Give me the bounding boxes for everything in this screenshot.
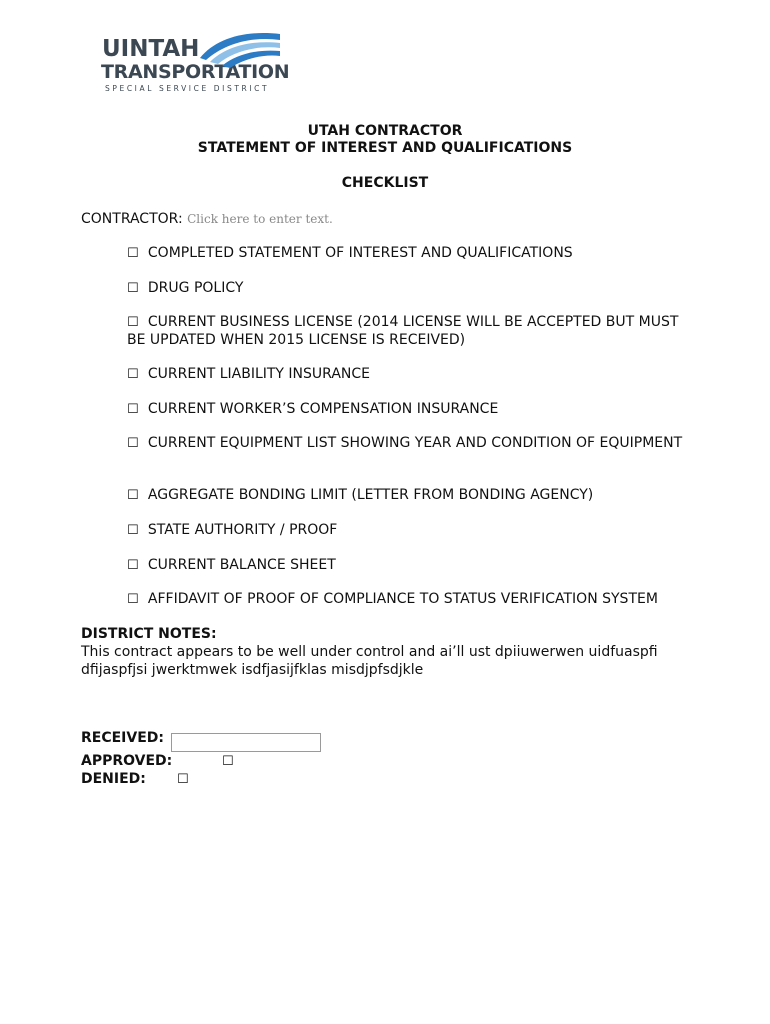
checkbox[interactable]: ☐ (127, 246, 139, 261)
checklist-item-text: STATE AUTHORITY / PROOF (147, 522, 338, 538)
denied-checkbox[interactable]: ☐ (177, 772, 189, 787)
checklist-item-text: AGGREGATE BONDING LIMIT (LETTER FROM BONDING AGENCY) (147, 487, 594, 503)
checkbox[interactable]: ☐ (127, 367, 139, 382)
contractor-label: CONTRACTOR: (81, 211, 183, 227)
checklist-item-text: CURRENT EQUIPMENT LIST SHOWING YEAR AND CONDITION OF EQUIPMENT (147, 435, 683, 451)
checklist-item (127, 435, 697, 453)
checklist-item-text: CURRENT BUSINESS LICENSE (2014 LICENSE WILL BE ACCEPTED BUT MUST BE UPDATED WHEN 2015 LICENSE IS RECEIVED) (127, 314, 679, 348)
checkbox[interactable]: ☐ (127, 592, 139, 607)
contractor-input[interactable]: Click here to enter text. (187, 212, 333, 226)
checkbox[interactable]: ☐ (127, 558, 139, 573)
uintah-transportation-logo (100, 28, 290, 98)
checklist-item-text: CURRENT BALANCE SHEET (147, 557, 336, 573)
checklist-item (127, 487, 697, 505)
received-label: RECEIVED: (81, 730, 165, 746)
checkbox[interactable]: ☐ (127, 488, 139, 503)
checkbox[interactable]: ☐ (127, 436, 139, 451)
checklist-item (127, 591, 697, 609)
checkbox[interactable]: ☐ (127, 281, 139, 296)
checklist-item-text: CURRENT WORKER’S COMPENSATION INSURANCE (147, 401, 499, 417)
checkbox[interactable]: ☐ (127, 523, 139, 538)
header-title: UTAH CONTRACTOR (307, 123, 463, 139)
received-input[interactable] (171, 733, 321, 752)
checkbox[interactable]: ☐ (127, 315, 139, 330)
checklist-item (127, 522, 697, 540)
logo-line-2: TRANSPORTATION (101, 61, 290, 83)
checklist-item (127, 245, 697, 263)
checklist-item-text: DRUG POLICY (147, 280, 244, 296)
checklist-item (127, 557, 697, 575)
checklist-heading: CHECKLIST (341, 175, 429, 191)
district-notes-text[interactable]: This contract appears to be well under control and ai’ll ust dpiiuwerwen uidfuaspfi dfijaspfjsi jwerktmwek isdfjasijfklas misdjpfsdjkle (81, 644, 658, 678)
denied-label: DENIED: (81, 771, 146, 787)
checklist-item-text: CURRENT LIABILITY INSURANCE (147, 366, 370, 382)
header-subtitle: STATEMENT OF INTEREST AND QUALIFICATIONS (197, 140, 573, 156)
contractor-row (81, 210, 333, 228)
checklist-item (127, 401, 697, 419)
checkbox[interactable]: ☐ (127, 402, 139, 417)
logo-line-3: SPECIAL SERVICE DISTRICT (105, 84, 270, 93)
checklist-item (127, 314, 697, 349)
checklist-item (127, 280, 697, 298)
road-swoosh-icon (196, 28, 286, 68)
approved-checkbox[interactable]: ☐ (222, 754, 234, 769)
checklist-item-text: AFFIDAVIT OF PROOF OF COMPLIANCE TO STATUS VERIFICATION SYSTEM (147, 591, 658, 607)
district-notes-heading: DISTRICT NOTES: (81, 626, 217, 642)
checklist-item (127, 366, 697, 384)
checklist-item-text: COMPLETED STATEMENT OF INTEREST AND QUALIFICATIONS (147, 245, 573, 261)
approved-label: APPROVED: (81, 753, 173, 769)
logo-line-1: UINTAH (102, 36, 200, 62)
